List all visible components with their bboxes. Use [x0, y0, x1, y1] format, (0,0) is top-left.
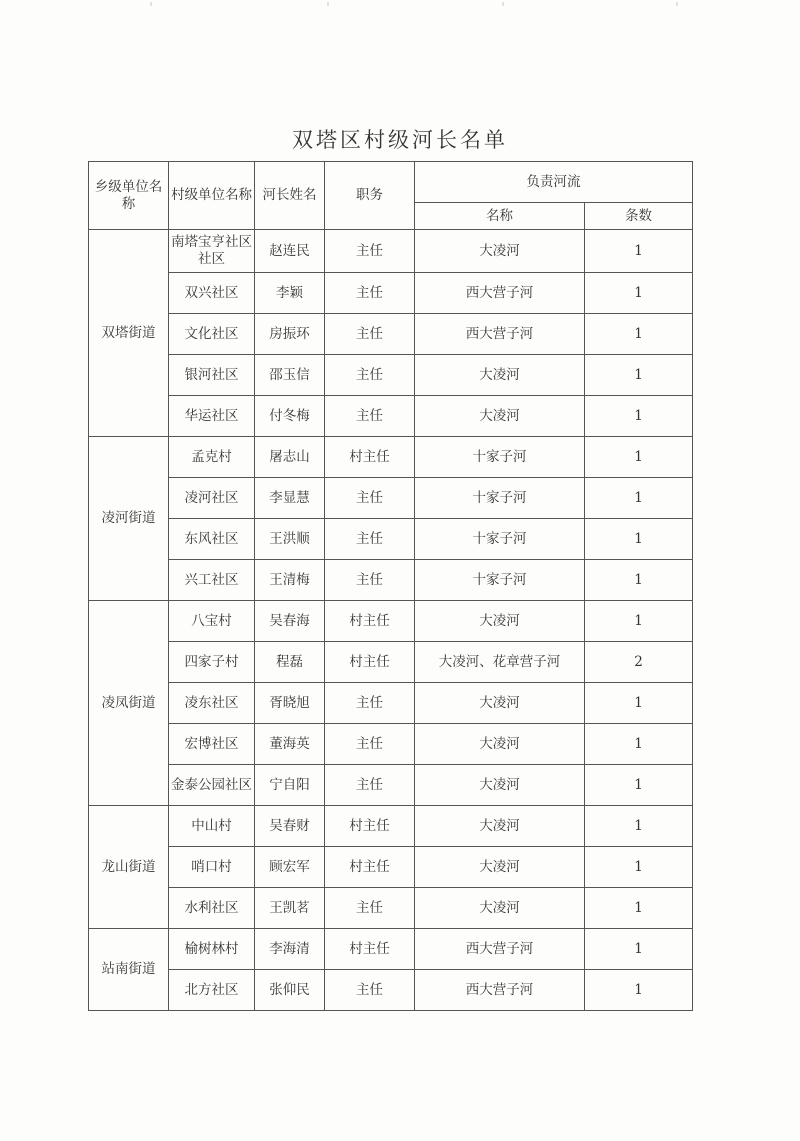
count-cell: 1 [585, 437, 693, 478]
position-cell: 村主任 [325, 929, 415, 970]
chief-cell: 付冬梅 [255, 396, 325, 437]
chief-cell: 王凯茗 [255, 888, 325, 929]
count-cell: 1 [585, 519, 693, 560]
river-cell: 大凌河、花章营子河 [415, 642, 585, 683]
village-cell: 北方社区 [169, 970, 255, 1011]
count-cell: 1 [585, 560, 693, 601]
river-cell: 大凌河 [415, 230, 585, 273]
river-chief-table [88, 161, 693, 1011]
chief-cell: 吴春海 [255, 601, 325, 642]
scan-mark [502, 2, 504, 6]
position-cell: 主任 [325, 314, 415, 355]
count-cell: 1 [585, 396, 693, 437]
village-cell: 凌河社区 [169, 478, 255, 519]
count-cell: 2 [585, 642, 693, 683]
chief-cell: 邵玉信 [255, 355, 325, 396]
village-cell: 水利社区 [169, 888, 255, 929]
chief-cell: 李海清 [255, 929, 325, 970]
village-cell: 榆树林村 [169, 929, 255, 970]
township-cell: 站南街道 [89, 929, 169, 1011]
position-cell: 村主任 [325, 847, 415, 888]
village-cell: 文化社区 [169, 314, 255, 355]
count-cell: 1 [585, 888, 693, 929]
header-village: 村级单位名称 [169, 162, 255, 230]
village-cell: 南塔宝亨社区社区 [169, 230, 255, 273]
village-cell: 银河社区 [169, 355, 255, 396]
header-chief: 河长姓名 [255, 162, 325, 230]
table-row [89, 847, 693, 888]
count-cell: 1 [585, 806, 693, 847]
village-cell: 双兴社区 [169, 273, 255, 314]
township-cell: 龙山街道 [89, 806, 169, 929]
position-cell: 主任 [325, 519, 415, 560]
village-cell: 四家子村 [169, 642, 255, 683]
township-cell: 双塔街道 [89, 230, 169, 437]
table-row [89, 230, 693, 273]
table-row [89, 683, 693, 724]
table-row [89, 355, 693, 396]
river-cell: 大凌河 [415, 396, 585, 437]
village-cell: 金泰公园社区 [169, 765, 255, 806]
table-row [89, 888, 693, 929]
table-row [89, 478, 693, 519]
river-cell: 十家子河 [415, 519, 585, 560]
table-row [89, 970, 693, 1011]
header-township: 乡级单位名称 [89, 162, 169, 230]
river-cell: 西大营子河 [415, 314, 585, 355]
river-cell: 大凌河 [415, 724, 585, 765]
table-row [89, 806, 693, 847]
position-cell: 主任 [325, 273, 415, 314]
chief-cell: 董海英 [255, 724, 325, 765]
position-cell: 主任 [325, 478, 415, 519]
chief-cell: 张仰民 [255, 970, 325, 1011]
position-cell: 村主任 [325, 437, 415, 478]
river-cell: 大凌河 [415, 888, 585, 929]
chief-cell: 程磊 [255, 642, 325, 683]
village-cell: 哨口村 [169, 847, 255, 888]
table-row [89, 273, 693, 314]
village-cell: 华运社区 [169, 396, 255, 437]
table-row [89, 724, 693, 765]
village-cell: 东风社区 [169, 519, 255, 560]
position-cell: 主任 [325, 724, 415, 765]
table-row [89, 642, 693, 683]
village-cell: 宏博社区 [169, 724, 255, 765]
table-row [89, 314, 693, 355]
table-row [89, 519, 693, 560]
count-cell: 1 [585, 314, 693, 355]
chief-cell: 李颖 [255, 273, 325, 314]
chief-cell: 胥晓旭 [255, 683, 325, 724]
count-cell: 1 [585, 683, 693, 724]
village-cell: 八宝村 [169, 601, 255, 642]
scan-mark [150, 2, 152, 6]
river-cell: 西大营子河 [415, 273, 585, 314]
scan-mark [327, 2, 329, 6]
header-river-name: 名称 [415, 203, 585, 230]
table-row [89, 396, 693, 437]
count-cell: 1 [585, 929, 693, 970]
position-cell: 主任 [325, 888, 415, 929]
count-cell: 1 [585, 478, 693, 519]
count-cell: 1 [585, 230, 693, 273]
river-cell: 十家子河 [415, 437, 585, 478]
chief-cell: 房振环 [255, 314, 325, 355]
river-cell: 大凌河 [415, 683, 585, 724]
header-river-count: 条数 [585, 203, 693, 230]
count-cell: 1 [585, 765, 693, 806]
header-position: 职务 [325, 162, 415, 230]
count-cell: 1 [585, 273, 693, 314]
chief-cell: 屠志山 [255, 437, 325, 478]
chief-cell: 宁自阳 [255, 765, 325, 806]
chief-cell: 赵连民 [255, 230, 325, 273]
count-cell: 1 [585, 970, 693, 1011]
table-row [89, 601, 693, 642]
village-cell: 孟克村 [169, 437, 255, 478]
position-cell: 主任 [325, 683, 415, 724]
township-cell: 凌凤街道 [89, 601, 169, 806]
table-row [89, 765, 693, 806]
river-cell: 西大营子河 [415, 929, 585, 970]
chief-cell: 王清梅 [255, 560, 325, 601]
village-cell: 凌东社区 [169, 683, 255, 724]
count-cell: 1 [585, 724, 693, 765]
scan-mark [676, 2, 678, 6]
village-cell: 中山村 [169, 806, 255, 847]
position-cell: 主任 [325, 765, 415, 806]
position-cell: 主任 [325, 230, 415, 273]
river-cell: 大凌河 [415, 765, 585, 806]
chief-cell: 顾宏军 [255, 847, 325, 888]
river-cell: 大凌河 [415, 601, 585, 642]
position-cell: 主任 [325, 970, 415, 1011]
position-cell: 主任 [325, 355, 415, 396]
river-cell: 大凌河 [415, 806, 585, 847]
count-cell: 1 [585, 355, 693, 396]
position-cell: 村主任 [325, 806, 415, 847]
table-body [89, 230, 693, 1011]
river-cell: 十家子河 [415, 560, 585, 601]
position-cell: 村主任 [325, 642, 415, 683]
river-cell: 大凌河 [415, 355, 585, 396]
chief-cell: 吴春财 [255, 806, 325, 847]
table-row [89, 560, 693, 601]
position-cell: 村主任 [325, 601, 415, 642]
header-rivers: 负责河流 [415, 162, 693, 203]
river-cell: 西大营子河 [415, 970, 585, 1011]
village-cell: 兴工社区 [169, 560, 255, 601]
count-cell: 1 [585, 847, 693, 888]
township-cell: 凌河街道 [89, 437, 169, 601]
river-cell: 十家子河 [415, 478, 585, 519]
count-cell: 1 [585, 601, 693, 642]
table-row [89, 929, 693, 970]
chief-cell: 李显慧 [255, 478, 325, 519]
chief-cell: 王洪顺 [255, 519, 325, 560]
position-cell: 主任 [325, 560, 415, 601]
river-cell: 大凌河 [415, 847, 585, 888]
position-cell: 主任 [325, 396, 415, 437]
table-row [89, 437, 693, 478]
document-title: 双塔区村级河长名单 [292, 128, 508, 152]
